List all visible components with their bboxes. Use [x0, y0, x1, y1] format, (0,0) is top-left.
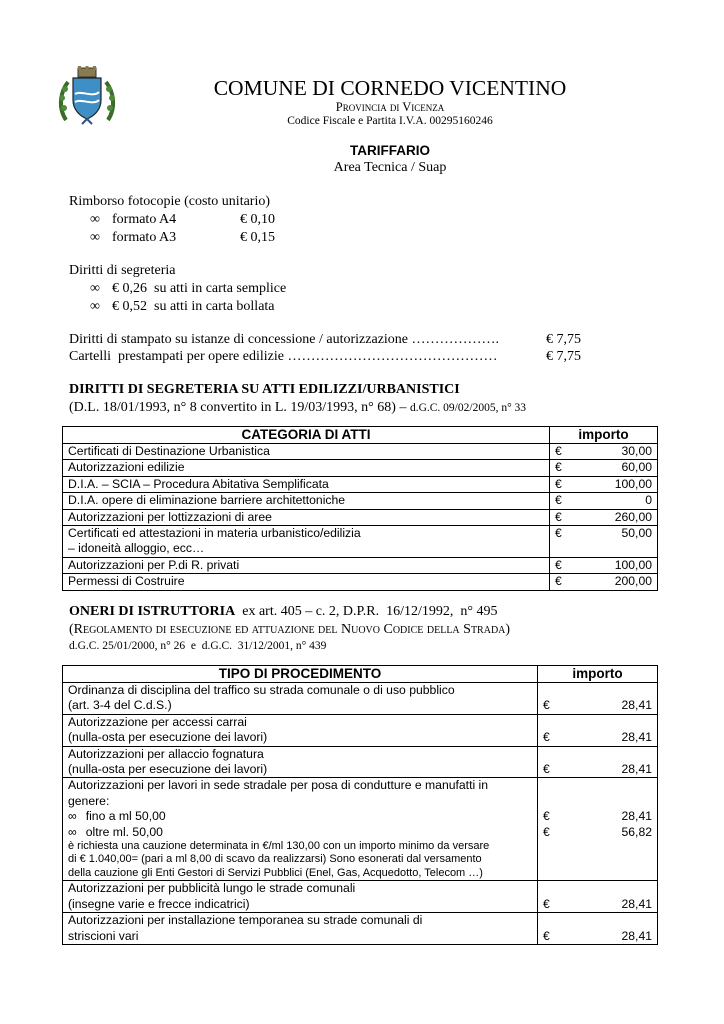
printed-rights-price: € 7,75: [546, 332, 581, 347]
secretary-rights-title: Diritti di segreteria: [69, 263, 176, 278]
cell-label: Autorizzazioni edilizie: [63, 460, 550, 476]
section-reference: (Regolamento di esecuzione ed attuazione del Nuovo Codice della Strada): [69, 622, 511, 637]
table-header-row: [63, 427, 658, 444]
cell-label: Certificati di Destinazione Urbanistica: [63, 444, 550, 460]
infinity-bullet-icon: ∞: [90, 299, 100, 314]
cell-amount: € 28,41: [538, 714, 658, 746]
section-reference: d.G.C. 25/01/2000, n° 26 e d.G.C. 31/12/2001, n° 439: [69, 640, 327, 652]
cell-amount: € 28,41: [538, 881, 658, 913]
cell-amount: € 28,41: [538, 746, 658, 778]
table-row: [63, 509, 658, 525]
cell-label: Permessi di Costruire: [63, 574, 550, 590]
section-title: DIRITTI DI SEGRETERIA SU ATTI EDILIZZI/URBANISTICI: [69, 382, 460, 397]
document-heading: TARIFFARIO: [350, 143, 430, 158]
printed-rights-row: [69, 332, 581, 348]
printed-rights-label: Diritti di stampato su istanze di concessione / autorizzazione ……………….: [69, 332, 500, 347]
cell-label: Autorizzazioni per installazione temporanea su strade comunali di striscioni vari: [63, 913, 538, 945]
table-row: [63, 881, 658, 913]
table-row: [63, 526, 658, 558]
coat-of-arms-logo: [56, 64, 118, 126]
section-title: ONERI DI ISTRUTTORIA ex art. 405 – c. 2, D.P.R. 16/12/1992, n° 495: [69, 604, 498, 619]
cell-amount: € 100,00: [550, 557, 658, 573]
cell-label: Autorizzazioni per P.di R. privati: [63, 557, 550, 573]
table-row: [63, 493, 658, 509]
table-row: [63, 714, 658, 746]
table-row: [63, 476, 658, 492]
list-item: [90, 281, 287, 297]
item-text: € 0,26 su atti in carta semplice: [112, 281, 287, 296]
cell-label: D.I.A. – SCIA – Procedura Abitativa Semplificata: [63, 476, 550, 492]
cell-amount: € 60,00: [550, 460, 658, 476]
table-row: [63, 778, 658, 881]
tax-code: Codice Fiscale e Partita I.V.A. 00295160246: [287, 115, 493, 127]
column-header: CATEGORIA DI ATTI: [63, 427, 550, 444]
column-header: importo: [538, 666, 658, 683]
infinity-bullet-icon: ∞: [68, 824, 77, 839]
table-row: [63, 460, 658, 476]
cell-label: Ordinanza di disciplina del traffico su strada comunale o di uso pubblico (art. 3-4 del C.d.S.): [63, 683, 538, 715]
photocopies-title: Rimborso fotocopie (costo unitario): [69, 194, 271, 209]
list-item: [90, 230, 275, 246]
cell-amount: € 100,00: [550, 476, 658, 492]
atti-fees-table: [62, 426, 658, 591]
infinity-bullet-icon: ∞: [90, 212, 100, 227]
cell-amount: € 0: [550, 493, 658, 509]
item-text: € 0,52 su atti in carta bollata: [112, 299, 275, 314]
table-row: [63, 746, 658, 778]
section-reference: (D.L. 18/01/1993, n° 8 convertito in L. 19/03/1993, n° 68) – d.G.C. 09/02/2005, n° 33: [69, 400, 527, 415]
cell-amount: € 30,00: [550, 444, 658, 460]
infinity-bullet-icon: ∞: [90, 230, 100, 245]
item-label: formato A4: [112, 212, 177, 227]
infinity-bullet-icon: ∞: [90, 281, 100, 296]
cell-label: Certificati ed attestazioni in materia urbanistico/edilizia – idoneità alloggio, ecc…: [63, 526, 550, 558]
cell-label: Autorizzazioni per pubblicità lungo le strade comunali (insegne varie e frecce indicatrici): [63, 881, 538, 913]
printed-rights-label: Cartelli prestampati per opere edilizie ………………………………………: [69, 349, 498, 364]
table-row: [63, 683, 658, 715]
column-header: importo: [550, 427, 658, 444]
table-header-row: [63, 666, 658, 683]
printed-rights-price: € 7,75: [546, 349, 581, 364]
cell-label: Autorizzazione per accessi carrai (nulla-osta per esecuzione dei lavori): [63, 714, 538, 746]
item-price: € 0,10: [240, 212, 275, 227]
procedure-fees-table: [62, 665, 658, 945]
municipality-title: COMUNE DI CORNEDO VICENTINO: [213, 76, 567, 100]
document-subheading: Area Tecnica / Suap: [333, 160, 447, 175]
item-price: € 0,15: [240, 230, 275, 245]
item-label: formato A3: [112, 230, 177, 245]
infinity-bullet-icon: ∞: [68, 809, 77, 824]
cell-amount: € 28,41: [538, 683, 658, 715]
table-row: [63, 557, 658, 573]
printed-rights-row: [69, 349, 581, 365]
cell-amount: € 50,00: [550, 526, 658, 558]
list-item: [90, 212, 275, 228]
cell-amount: € 28,41: [538, 913, 658, 945]
table-row: [63, 574, 658, 590]
column-header: TIPO DI PROCEDIMENTO: [63, 666, 538, 683]
cell-amount: € 260,00: [550, 509, 658, 525]
cell-label: Autorizzazioni per lottizzazioni di aree: [63, 509, 550, 525]
cell-amount: € 200,00: [550, 574, 658, 590]
cell-amount: € 28,41 € 56,82: [538, 778, 658, 881]
cell-label: Autorizzazioni per lavori in sede stradale per posa di condutture e manufatti in genere: ∞ fino a ml 50,00 ∞ oltre ml. 50,00 è richiesta una cauzione determinata in €/ml 130,00 con un importo minimo da versare di € 1.040,00= (pari a ml 8,00 di scavo da realizzarsi) Sono esonerati dal versamento della cauzione gli Enti Gestori di Servizi Pubblici (Enel, Gas, Acquedotto, Telecom …): [63, 778, 538, 881]
province-label: Provincia di Vicenza: [335, 100, 445, 114]
list-item: [90, 299, 275, 315]
cell-label: Autorizzazioni per allaccio fognatura (nulla-osta per esecuzione dei lavori): [63, 746, 538, 778]
table-row: [63, 444, 658, 460]
table-row: [63, 913, 658, 945]
cell-label: D.I.A. opere di eliminazione barriere architettoniche: [63, 493, 550, 509]
